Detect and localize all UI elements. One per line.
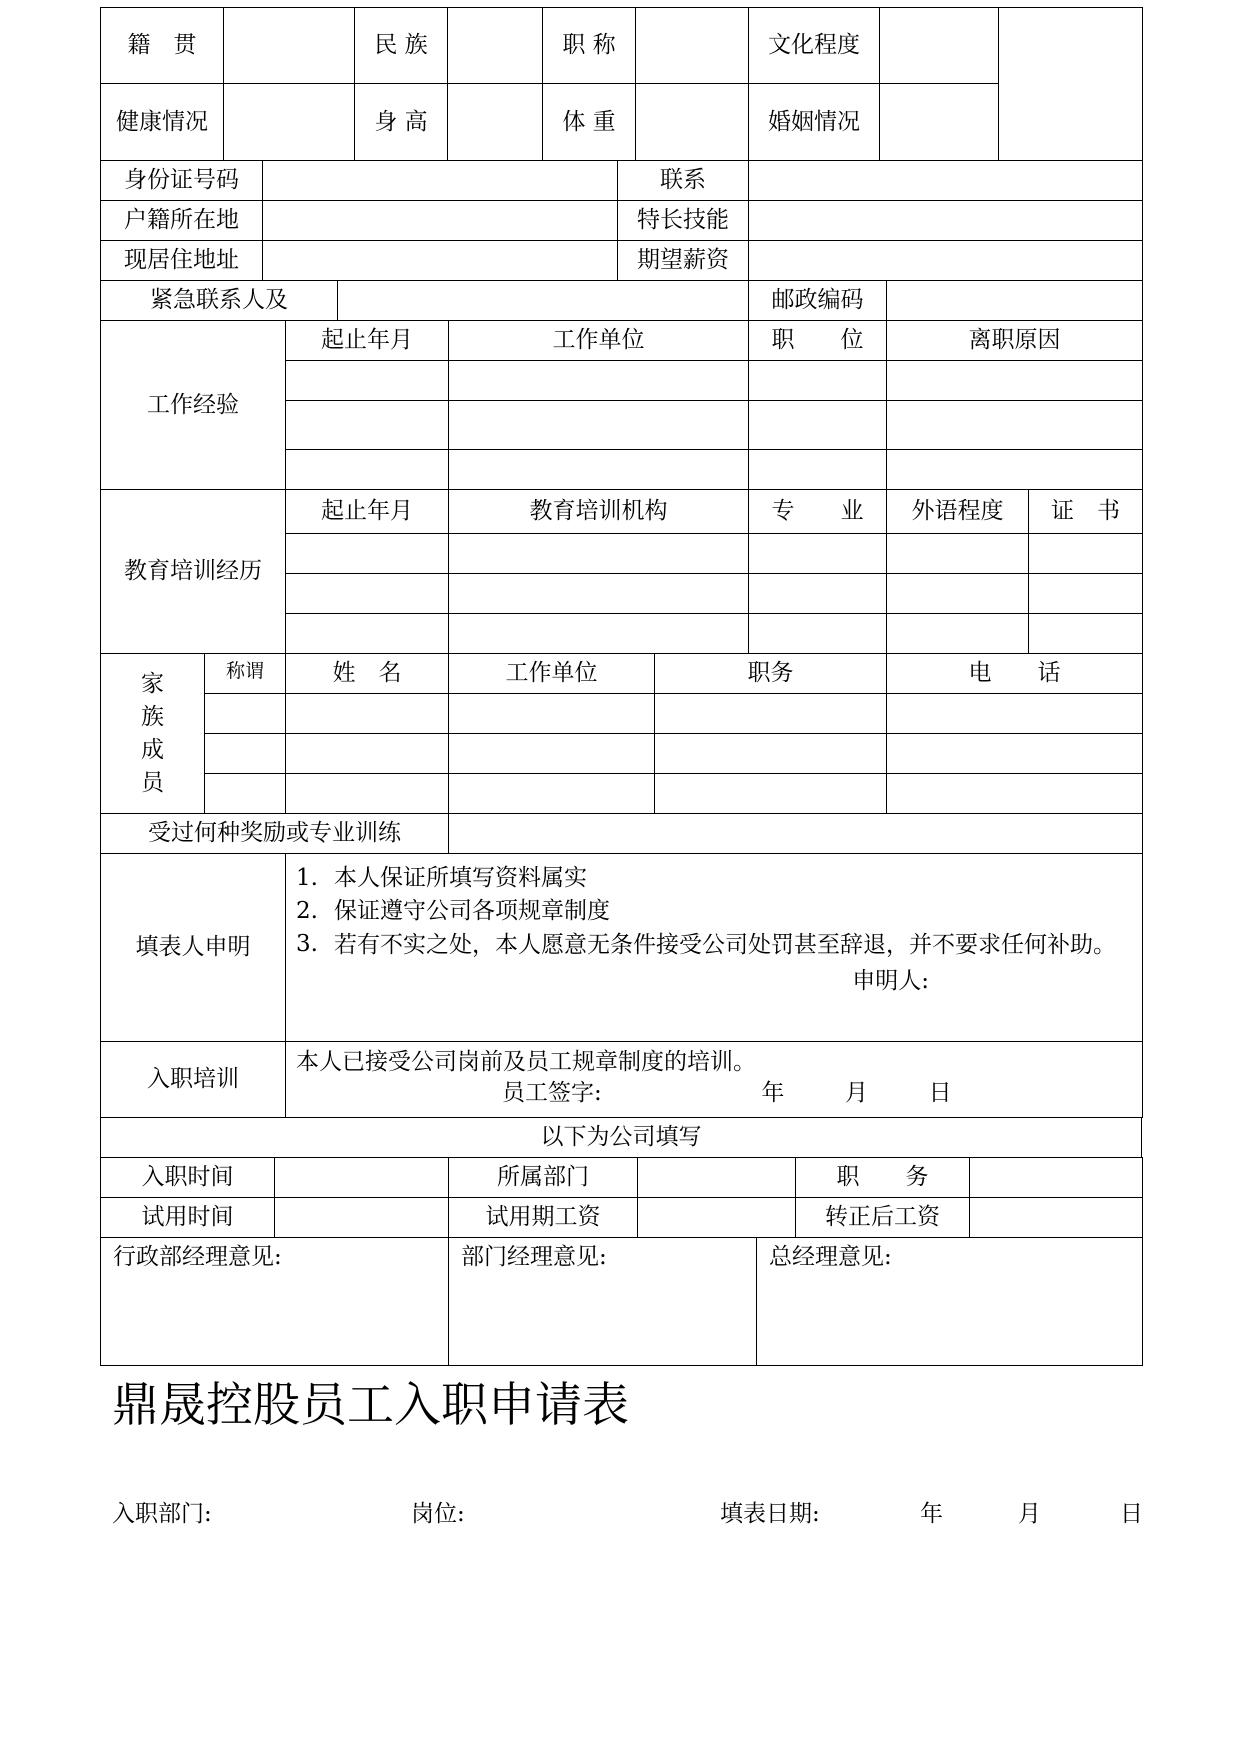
family-char: 成 xyxy=(141,736,164,763)
training-signature-row xyxy=(296,1079,1134,1108)
work-section-label: 工作经验 xyxy=(101,321,286,490)
weight-label: 体 重 xyxy=(543,84,636,161)
education-level-field[interactable] xyxy=(880,8,999,84)
family-col-job: 职务 xyxy=(655,654,887,694)
department-label: 所属部门 xyxy=(449,1158,638,1198)
declaration-item xyxy=(296,930,1134,961)
family-row-cell[interactable] xyxy=(887,694,1143,734)
family-char: 家 xyxy=(141,670,164,697)
work-row-cell[interactable] xyxy=(286,401,449,450)
family-row-cell[interactable] xyxy=(205,774,286,814)
edu-row-cell[interactable] xyxy=(449,574,749,614)
postcode-label: 邮政编码 xyxy=(749,281,887,321)
family-col-name: 姓 名 xyxy=(286,654,449,694)
declaration-label: 填表人申明 xyxy=(101,854,286,1042)
dept-opinion-box[interactable] xyxy=(449,1238,757,1366)
emergency-table xyxy=(100,280,1143,321)
household-label: 户籍所在地 xyxy=(101,201,263,241)
footer-fill-date-label[interactable]: 填表日期: xyxy=(720,1501,820,1527)
skills-field[interactable] xyxy=(749,201,1143,241)
company-header: 以下为公司填写 xyxy=(101,1118,1142,1158)
family-section-label xyxy=(101,654,205,814)
edu-row-cell[interactable] xyxy=(887,534,1029,574)
training-day: 日 xyxy=(928,1079,952,1106)
id-number-field[interactable] xyxy=(263,161,618,201)
work-row-cell[interactable] xyxy=(749,361,887,401)
department-field[interactable] xyxy=(638,1158,796,1198)
edu-col-period: 起止年月 xyxy=(286,490,449,534)
work-experience-table xyxy=(100,320,1143,490)
work-row-cell[interactable] xyxy=(286,450,449,490)
training-year: 年 xyxy=(761,1079,785,1106)
education-table xyxy=(100,489,1143,654)
health-label: 健康情况 xyxy=(101,84,224,161)
declaration-item xyxy=(296,864,1134,893)
salary-label: 期望薪资 xyxy=(618,241,749,281)
regular-salary-label: 转正后工资 xyxy=(796,1198,970,1238)
edu-row-cell[interactable] xyxy=(887,574,1029,614)
gm-opinion-label: 总经理意见: xyxy=(769,1244,892,1270)
family-row-cell[interactable] xyxy=(286,734,449,774)
edu-row-cell[interactable] xyxy=(749,614,887,654)
marital-label: 婚姻情况 xyxy=(749,84,880,161)
family-char: 族 xyxy=(141,703,164,730)
declaration-item-num: 2. xyxy=(296,897,318,924)
postcode-field[interactable] xyxy=(887,281,1143,321)
position-field[interactable] xyxy=(970,1158,1143,1198)
edu-row-cell[interactable] xyxy=(286,614,449,654)
education-section-label: 教育培训经历 xyxy=(101,490,286,654)
edu-row-cell[interactable] xyxy=(749,534,887,574)
photo-box[interactable] xyxy=(999,8,1143,161)
footer-post-label[interactable]: 岗位: xyxy=(411,1501,465,1527)
company-fields-table xyxy=(100,1157,1143,1238)
work-row-cell[interactable] xyxy=(449,401,749,450)
opinions-table xyxy=(100,1237,1143,1366)
work-row-cell[interactable] xyxy=(449,450,749,490)
work-col-position: 职 位 xyxy=(749,321,887,361)
family-row-cell[interactable] xyxy=(655,774,887,814)
entry-date-field[interactable] xyxy=(275,1158,449,1198)
family-row-cell[interactable] xyxy=(449,734,655,774)
footer-year: 年 xyxy=(920,1501,943,1527)
work-col-reason: 离职原因 xyxy=(887,321,1143,361)
form-title: 鼎晟控股员工入职申请表 xyxy=(112,1378,629,1433)
edu-row-cell[interactable] xyxy=(449,534,749,574)
edu-row-cell[interactable] xyxy=(1029,534,1143,574)
work-col-period: 起止年月 xyxy=(286,321,449,361)
edu-col-major: 专 业 xyxy=(749,490,887,534)
id-number-label: 身份证号码 xyxy=(101,161,263,201)
emergency-field[interactable] xyxy=(338,281,749,321)
height-label: 身 高 xyxy=(355,84,448,161)
work-row-cell[interactable] xyxy=(887,401,1143,450)
work-row-cell[interactable] xyxy=(887,450,1143,490)
skills-label: 特长技能 xyxy=(618,201,749,241)
education-level-label: 文化程度 xyxy=(749,8,880,84)
family-row-cell[interactable] xyxy=(887,734,1143,774)
probation-label: 试用时间 xyxy=(101,1198,275,1238)
native-place-label: 籍 贯 xyxy=(101,8,224,84)
edu-row-cell[interactable] xyxy=(1029,614,1143,654)
family-row-cell[interactable] xyxy=(887,774,1143,814)
edu-col-institution: 教育培训机构 xyxy=(449,490,749,534)
family-col-employer: 工作单位 xyxy=(449,654,655,694)
admin-opinion-box[interactable] xyxy=(101,1238,449,1366)
training-signature-label[interactable]: 员工签字: xyxy=(502,1079,602,1106)
phone-label: 联系 xyxy=(618,161,749,201)
ethnicity-field[interactable] xyxy=(448,8,543,84)
weight-field[interactable] xyxy=(636,84,749,161)
probation-salary-field[interactable] xyxy=(638,1198,796,1238)
position-label: 职 务 xyxy=(796,1158,970,1198)
marital-field[interactable] xyxy=(880,84,999,161)
contact-info-table xyxy=(100,160,1143,281)
salary-field[interactable] xyxy=(749,241,1143,281)
family-row-cell[interactable] xyxy=(286,774,449,814)
native-place-field[interactable] xyxy=(224,8,355,84)
edu-col-certificate: 证 书 xyxy=(1029,490,1143,534)
family-col-phone: 电 话 xyxy=(887,654,1143,694)
household-field[interactable] xyxy=(263,201,618,241)
entry-date-label: 入职时间 xyxy=(101,1158,275,1198)
gm-opinion-box[interactable] xyxy=(757,1238,1143,1366)
declaration-table xyxy=(100,853,1143,1118)
declaration-item-text: 保证遵守公司各项规章制度 xyxy=(334,897,610,924)
edu-row-cell[interactable] xyxy=(286,574,449,614)
work-row-cell[interactable] xyxy=(449,361,749,401)
edu-row-cell[interactable] xyxy=(1029,574,1143,614)
height-field[interactable] xyxy=(448,84,543,161)
declaration-item-text: 本人保证所填写资料属实 xyxy=(334,865,587,891)
family-row-cell[interactable] xyxy=(286,694,449,734)
ethnicity-label: 民 族 xyxy=(355,8,448,84)
phone-field[interactable] xyxy=(749,161,1143,201)
declaration-item-text: 若有不实之处，本人愿意无条件接受公司处罚甚至辞退，并不要求任何补助。 xyxy=(334,931,1116,958)
work-row-cell[interactable] xyxy=(749,401,887,450)
edu-row-cell[interactable] xyxy=(749,574,887,614)
work-row-cell[interactable] xyxy=(286,361,449,401)
title-field[interactable] xyxy=(636,8,749,84)
family-row-cell[interactable] xyxy=(205,694,286,734)
footer-month: 月 xyxy=(1018,1501,1041,1527)
declaration-body xyxy=(286,854,1143,1042)
family-row-cell[interactable] xyxy=(449,774,655,814)
dept-opinion-label: 部门经理意见: xyxy=(461,1244,607,1270)
family-row-cell[interactable] xyxy=(205,734,286,774)
declaration-item-num: 1. xyxy=(296,865,318,891)
family-table xyxy=(100,653,1143,814)
regular-salary-field[interactable] xyxy=(970,1198,1143,1238)
family-col-relation: 称谓 xyxy=(205,654,286,694)
family-row-cell[interactable] xyxy=(655,694,887,734)
training-body xyxy=(286,1042,1143,1118)
work-row-cell[interactable] xyxy=(749,450,887,490)
declaration-item-num: 3. xyxy=(296,930,318,957)
edu-col-language: 外语程度 xyxy=(887,490,1029,534)
admin-opinion-label: 行政部经理意见: xyxy=(113,1244,282,1270)
training-label: 入职培训 xyxy=(101,1042,286,1118)
footer-department-label[interactable]: 入职部门: xyxy=(112,1501,212,1527)
health-field[interactable] xyxy=(224,84,355,161)
work-col-employer: 工作单位 xyxy=(449,321,749,361)
basic-info-table xyxy=(100,7,1143,161)
declaration-item xyxy=(296,897,1134,926)
family-char: 员 xyxy=(141,769,164,796)
awards-field[interactable] xyxy=(449,814,1143,854)
probation-salary-label: 试用期工资 xyxy=(449,1198,638,1238)
declaration-signer[interactable]: 申明人: xyxy=(852,967,929,994)
awards-label: 受过何种奖励或专业训练 xyxy=(101,814,449,854)
probation-field[interactable] xyxy=(275,1198,449,1238)
emergency-label: 紧急联系人及 xyxy=(101,281,338,321)
family-row-cell[interactable] xyxy=(449,694,655,734)
family-row-cell[interactable] xyxy=(655,734,887,774)
address-field[interactable] xyxy=(263,241,618,281)
edu-row-cell[interactable] xyxy=(887,614,1029,654)
training-month: 月 xyxy=(845,1079,868,1106)
title-label: 职 称 xyxy=(543,8,636,84)
company-header-table xyxy=(100,1117,1142,1158)
awards-table xyxy=(100,813,1143,854)
training-statement: 本人已接受公司岗前及员工规章制度的培训。 xyxy=(296,1049,756,1075)
footer-day: 日 xyxy=(1120,1501,1143,1527)
work-row-cell[interactable] xyxy=(887,361,1143,401)
edu-row-cell[interactable] xyxy=(449,614,749,654)
address-label: 现居住地址 xyxy=(101,241,263,281)
edu-row-cell[interactable] xyxy=(286,534,449,574)
